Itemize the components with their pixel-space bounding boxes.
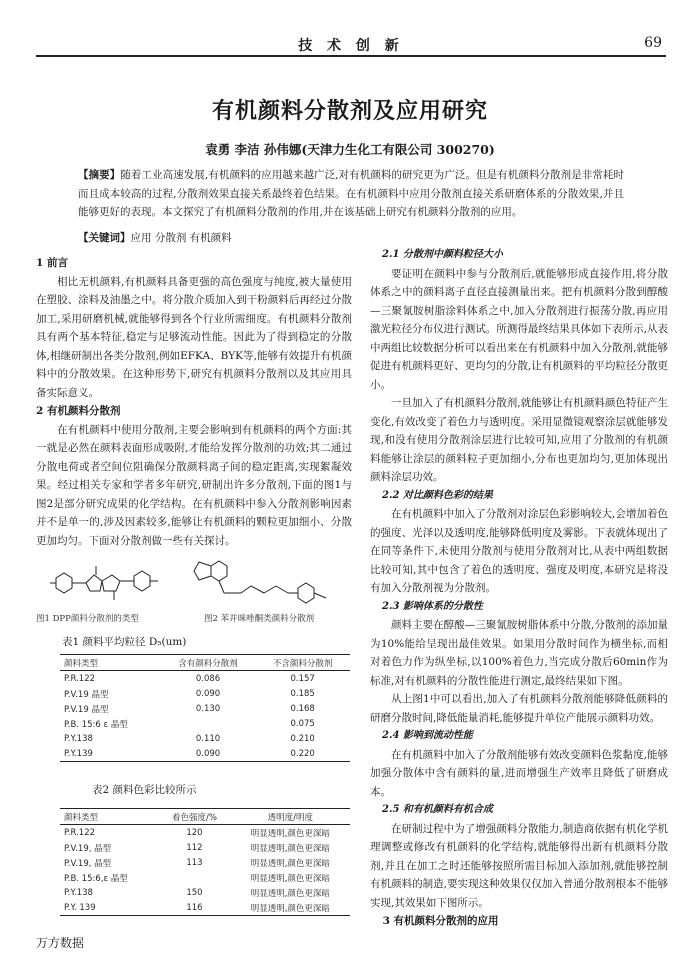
table-cell: 112 xyxy=(186,842,203,853)
table-cell: 120 xyxy=(186,827,203,838)
section-2-1-paragraph-1: 要证明在颜料中参与分散剂后,就能够形成直接作用,将分散体系之中的颜料离子直径直接测量出来。把有机颜料分散到醇酸—三聚氰胺树脂涂料体系之中,加入分散剂进行振荡分散,再应用激光粒径分布仪进行测试。所测得最终结果具体如下表所示,从表中两组比较数据分析可以看出来在有机颜料中加入分散剂,就能够促进有机颜料更好、更均匀的分散,让有机颜料的平均粒径分散更小。 xyxy=(370,267,668,391)
section-1-heading: 1 前言 xyxy=(36,257,68,269)
table-cell: 0.210 xyxy=(290,733,315,744)
table-cell: P.V.19, 晶型 xyxy=(64,843,112,854)
keywords-text: 应用 分散剂 有机颜料 xyxy=(130,232,232,244)
section-2-5-heading: 2.5 和有机颜料有机合成 xyxy=(382,804,493,815)
table-cell: P.R.122 xyxy=(64,673,96,684)
table-cell: 0.157 xyxy=(290,673,315,684)
table-row xyxy=(60,885,350,900)
table-cell: 150 xyxy=(186,887,203,898)
abstract-label: 【摘要】 xyxy=(78,169,121,181)
table-header-cell: 不含颜料分散剂 xyxy=(255,655,350,671)
table-2-caption: 表2 颜料色彩比较所示 xyxy=(92,784,197,796)
benzimidazolone-structure-drawing xyxy=(194,561,326,603)
table-row xyxy=(60,825,350,841)
table-cell: 113 xyxy=(186,857,203,868)
section-2-3-heading: 2.3 影响体系的分散性 xyxy=(382,600,483,612)
table-cell: P.Y. 139 xyxy=(60,900,158,916)
table-cell xyxy=(158,870,230,885)
table-row xyxy=(60,900,350,916)
section-2-1-paragraph-2: 一旦加入了有机颜料分散剂,就能够让有机颜料颜色特征产生变化,有效改变了着色力与透明度。采用显微镜观察涂层就能够发现,和没有使用分散剂涂层进行比较可知,应用了分散剂的有机颜料能够让涂层的颜料粒子更加细小,分布也更加均匀,更加体现出颜料涂层功效。 xyxy=(370,397,668,483)
table-row xyxy=(60,731,350,746)
table-header-cell: 透明度/明度 xyxy=(231,809,350,825)
table-header-cell: 颜料类型 xyxy=(60,809,158,825)
section-2-4-paragraph: 在有机颜料中加入了分散剂能够有效改变颜料色浆黏度,能够加强分散体中含有颜料的量,进而增强生产效率且降低了研磨成本。 xyxy=(370,748,668,798)
table-cell: 明显透明,颜色更深暗 xyxy=(250,873,330,884)
table-cell: 明显透明,颜色更深暗 xyxy=(250,828,330,839)
table-header-row xyxy=(60,655,350,671)
table-cell: 0.086 xyxy=(195,673,221,684)
table-cell: P.V.19 晶型 xyxy=(64,704,109,715)
section-2-3-paragraph-2: 从上图1中可以看出,加入了有机颜料分散剂能够降低颜料的研磨分散时间,降低能量消耗,能够提升单位产能展示颜料功效。 xyxy=(370,693,668,724)
paper-title: 有机颜料分散剂及应用研究 xyxy=(211,98,488,124)
section-2-2-heading: 2.2 对比颜料色彩的结果 xyxy=(382,489,493,501)
table-cell: P.B. 15:6 ε 晶型 xyxy=(64,719,128,730)
table-row xyxy=(60,855,350,870)
table-cell: 明显透明,颜色更深暗 xyxy=(250,843,330,854)
left-column xyxy=(36,254,352,550)
table-header-cell: 含有颜料分散剂 xyxy=(161,655,256,671)
table-2 xyxy=(60,808,350,916)
table-cell: P.V.19 晶型 xyxy=(64,689,109,700)
journal-name: 技 术 创 新 xyxy=(298,38,404,54)
table-cell: P.B. 15:6,ε 晶型 xyxy=(64,873,128,884)
abstract-text: 随着工业高速发展,有机颜料的应用越来越广泛,对有机颜料的研究更为广泛。但是有机颜料分散剂是非常耗时而且成本较高的过程,分散剂效果直接关系最终着色结果。在有机颜料中应用分散剂直接关系研磨体系的分散效果,并且能够更好的表现。本文探究了有机颜料分散剂的作用,并在该基础上研究有机颜料分散剂的应用。 xyxy=(78,169,624,218)
section-2-1-heading: 2.1 分散剂中颜料粒径大小 xyxy=(382,249,503,260)
table-cell: P.Y.138 xyxy=(64,733,93,744)
table-row xyxy=(60,716,350,731)
footer-watermark: 万方数据 xyxy=(36,936,85,950)
section-2-heading: 2 有机颜料分散剂 xyxy=(36,405,121,417)
table-cell: 0.090 xyxy=(195,688,221,699)
figure-1-caption: 图1 DPP颜料分散剂的类型 xyxy=(36,614,139,624)
table-cell: P.V.19, 晶型 xyxy=(64,858,112,869)
table-header-row xyxy=(60,809,350,825)
table-row xyxy=(60,686,350,701)
table-cell: 0.110 xyxy=(195,733,221,744)
table-cell: 0.090 xyxy=(161,746,256,762)
section-2-3-paragraph-1: 颜料主要在醇酸—三聚氰胺树脂体系中分散,分散剂的添加量为10%能给呈现出最佳效果。如果用分散时间作为横坐标,而相对着色力作为纵坐标,以100%着色力,当完成分散后60min作为标准,对有机颜料的分散性能进行测定,最终结果如下图。 xyxy=(370,619,668,687)
table-row xyxy=(60,840,350,855)
header-rule xyxy=(36,55,666,57)
keywords-label: 【关键词】 xyxy=(78,232,131,244)
section-2-5-paragraph: 在研制过程中为了增强颜料分散能力,制造商依据有机化学机理调整或修改有机颜料的化学结构,就能够得出新有机颜料分散剂,并且在加工之时还能够按照所需目标加入添加剂,就能够控制有机颜料的制造,要实现这种效果仅仅加入普通分散剂根本不能够实现,其效果如下图所示。 xyxy=(370,822,668,909)
table-1-caption: 表1 颜料平均粒径 D₅(um) xyxy=(62,636,187,648)
table-cell xyxy=(161,716,256,731)
dpp-structure-drawing xyxy=(50,566,158,600)
running-header xyxy=(36,32,666,56)
table-cell: 0.075 xyxy=(290,718,315,729)
right-column xyxy=(370,246,668,931)
table-cell: 明显透明,颜色更深暗 xyxy=(250,858,330,869)
table-row xyxy=(60,701,350,716)
table-cell: 明显透明,颜色更深暗 xyxy=(231,900,350,916)
section-3-heading: 3 有机颜料分散剂的应用 xyxy=(382,915,499,927)
table-cell: 0.220 xyxy=(255,746,350,762)
figure-2-caption: 图2 苯并咪唑酮类颜料分散剂 xyxy=(204,614,315,624)
table-cell: 明显透明,颜色更深暗 xyxy=(250,888,330,899)
section-1-paragraph: 相比无机颜料,有机颜料具备更强的高色强度与纯度,被大量使用在塑胶、涂料及油墨之中。将分散介质加入到干粉颜料后再经过分散加工,采用研磨机械,就能够得到各个行业所需细度。有机颜料分散剂具有两个基本特征,稳定与足够流动性能。因此为了得到稳定的分散体,相继研制出各类分散剂,例如EFKA、BYK等,能够有效提升有机颜料中的分散效果。在这种形势下,研究有机颜料分散剂以及其应用具备实际意义。 xyxy=(36,275,352,399)
table-row xyxy=(60,671,350,687)
table-cell: 0.185 xyxy=(290,688,315,699)
table-cell: P.Y.138 xyxy=(64,887,93,898)
table-cell: 116 xyxy=(158,900,230,916)
section-2-4-heading: 2.4 影响到流动性能 xyxy=(382,730,473,741)
section-2-2-paragraph: 在有机颜料中加入了分散剂对涂层色彩影响较大,会增加着色的强度、光泽以及透明度,能够降低明度及雾影。下表就体现出了在同等条件下,未使用分散剂与使用分散剂对比,从表中两组数据比较可知,其中包含了着色的透明度、强度及明度,本研究是将没有加入分散剂视为分散剂。 xyxy=(370,508,668,594)
table-1 xyxy=(60,654,350,762)
table-header-cell: 着色强度/% xyxy=(158,809,230,825)
author-line: 袁勇 李洁 孙伟娜(天津力生化工有限公司 300270) xyxy=(205,142,495,157)
table-row xyxy=(60,746,350,762)
table-header-cell: 颜料类型 xyxy=(60,655,161,671)
table-cell: 0.168 xyxy=(290,703,315,714)
section-2-paragraph: 在有机颜料中使用分散剂,主要会影响到有机颜料的两个方面:其一就是必然在颜料表面形成吸附,才能给发挥分散剂的功效;其二通过分散电荷或者空间位阻确保分散颜料离子间的稳定距离,实现絮凝效果。经过相关专家和学者多年研究,研制出许多分散剂,下面的图1与图2是部分研究成果的化学结构。在有机颜料中参入分散剂影响因素并不是单一的,涉及因素较多,能够让有机颜料的颗粒更加细小、分散更加均匀。下面对分散剂做一些有关探讨。 xyxy=(36,423,352,547)
table-cell: P.Y.139 xyxy=(60,746,161,762)
keywords xyxy=(78,230,624,245)
table-row xyxy=(60,870,350,885)
abstract xyxy=(78,166,624,222)
table-cell: 0.130 xyxy=(195,703,221,714)
page-number: 69 xyxy=(644,35,662,51)
table-cell: P.R.122 xyxy=(64,827,96,838)
